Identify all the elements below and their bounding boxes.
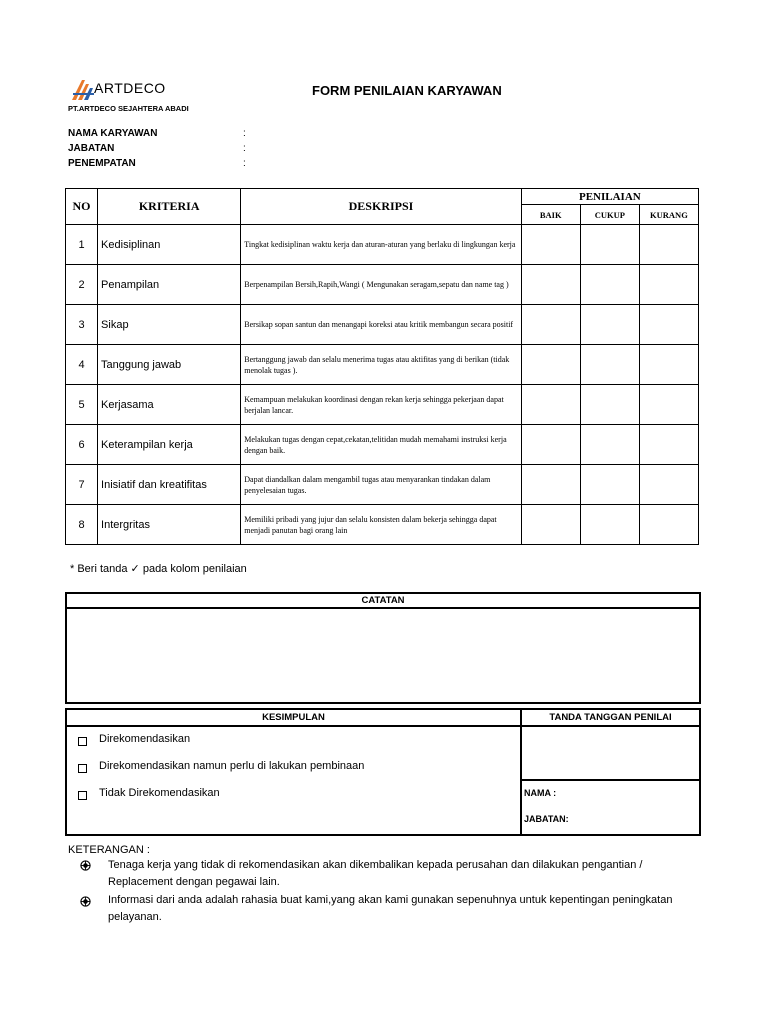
cell-cukup[interactable] xyxy=(580,385,639,425)
catatan-area[interactable] xyxy=(67,609,699,702)
cell-cukup[interactable] xyxy=(580,505,639,545)
row-deskripsi: Memiliki pribadi yang jujur dan selalu konsisten dalam bekerja sehingga dapat menjadi panutan bagi orang lain xyxy=(241,505,521,545)
label-jabatan: JABATAN xyxy=(68,143,115,154)
row-number: 3 xyxy=(66,305,98,345)
kesimpulan-box xyxy=(65,708,701,836)
row-number: 5 xyxy=(66,385,98,425)
label-penempatan: PENEMPATAN xyxy=(68,158,136,169)
row-number: 6 xyxy=(66,425,98,465)
cell-baik[interactable] xyxy=(521,385,580,425)
divider xyxy=(522,779,699,781)
row-kriteria: Sikap xyxy=(98,305,241,345)
cell-baik[interactable] xyxy=(521,225,580,265)
checkbox-tidak-direkomendasikan[interactable] xyxy=(78,791,87,800)
cell-cukup[interactable] xyxy=(580,425,639,465)
company-name: PT.ARTDECO SEJAHTERA ABADI xyxy=(68,104,189,113)
instruction-note xyxy=(70,562,247,575)
row-deskripsi: Melakukan tugas dengan cepat,cekatan,telitidan mudah memahami instruksi kerja dengan baik. xyxy=(241,425,521,465)
row-number: 1 xyxy=(66,225,98,265)
table-row xyxy=(66,345,699,385)
cell-baik[interactable] xyxy=(521,505,580,545)
cell-baik[interactable] xyxy=(521,305,580,345)
checkmark-icon: ✓ xyxy=(130,562,140,575)
row-kriteria: Inisiatif dan kreatifitas xyxy=(98,465,241,505)
table-row xyxy=(66,225,699,265)
cell-baik[interactable] xyxy=(521,425,580,465)
row-deskripsi: Dapat diandalkan dalam mengambil tugas atau menyarankan tindakan dalam penyelesaian tugas. xyxy=(241,465,521,505)
table-row xyxy=(66,265,699,305)
cell-baik[interactable] xyxy=(521,265,580,305)
table-row xyxy=(66,385,699,425)
cell-kurang[interactable] xyxy=(639,505,698,545)
ttd-title: TANDA TANGGAN PENILAI xyxy=(522,710,699,727)
option-tidak-direkomendasikan: Tidak Direkomendasikan xyxy=(99,787,220,799)
row-kriteria: Kerjasama xyxy=(98,385,241,425)
cell-baik[interactable] xyxy=(521,345,580,385)
header-baik: BAIK xyxy=(521,205,580,225)
ttd-nama-label: NAMA : xyxy=(524,788,557,798)
cell-cukup[interactable] xyxy=(580,225,639,265)
row-kriteria: Keterampilan kerja xyxy=(98,425,241,465)
bullet-icon xyxy=(80,860,91,871)
keterangan-item: Informasi dari anda adalah rahasia buat kami,yang akan kami gunakan sepenuhnya untuk kepentingan peningkatan pelayanan. xyxy=(108,894,673,923)
artdeco-logo xyxy=(70,76,96,102)
row-number: 2 xyxy=(66,265,98,305)
row-deskripsi: Kemampuan melakukan koordinasi dengan rekan kerja sehingga pekerjaan dapat berjalan lancar. xyxy=(241,385,521,425)
table-row xyxy=(66,505,699,545)
row-number: 7 xyxy=(66,465,98,505)
option-direkomendasikan: Direkomendasikan xyxy=(99,733,191,745)
keterangan-title: KETERANGAN : xyxy=(68,844,150,856)
cell-kurang[interactable] xyxy=(639,345,698,385)
checkbox-pembinaan[interactable] xyxy=(78,764,87,773)
catatan-box xyxy=(65,592,701,704)
header-no: NO xyxy=(66,189,98,225)
ttd-jabatan-label: JABATAN: xyxy=(524,814,569,824)
header-penilaian: PENILAIAN xyxy=(521,189,698,205)
bullet-icon xyxy=(80,896,91,907)
row-deskripsi: Bertanggung jawab dan selalu menerima tugas atau aktifitas yang di berikan (tidak menolak tugas ). xyxy=(241,345,521,385)
row-deskripsi: Bersikap sopan santun dan menangapi koreksi atau kritik membangun secara positif xyxy=(241,305,521,345)
cell-kurang[interactable] xyxy=(639,265,698,305)
logo-text: ARTDECO xyxy=(94,80,166,96)
cell-kurang[interactable] xyxy=(639,225,698,265)
row-deskripsi: Tingkat kedisiplinan waktu kerja dan aturan-aturan yang berlaku di lingkungan kerja xyxy=(241,225,521,265)
header-deskripsi: DESKRIPSI xyxy=(241,189,521,225)
cell-baik[interactable] xyxy=(521,465,580,505)
cell-cukup[interactable] xyxy=(580,305,639,345)
cell-kurang[interactable] xyxy=(639,425,698,465)
row-number: 8 xyxy=(66,505,98,545)
cell-kurang[interactable] xyxy=(639,305,698,345)
cell-kurang[interactable] xyxy=(639,385,698,425)
catatan-title: CATATAN xyxy=(67,594,699,609)
form-title: FORM PENILAIAN KARYAWAN xyxy=(312,83,502,98)
row-kriteria: Tanggung jawab xyxy=(98,345,241,385)
checkbox-direkomendasikan[interactable] xyxy=(78,737,87,746)
table-row xyxy=(66,305,699,345)
row-kriteria: Penampilan xyxy=(98,265,241,305)
colon-nama: : xyxy=(243,128,246,139)
row-deskripsi: Berpenampilan Bersih,Rapih,Wangi ( Mengunakan seragam,sepatu dan name tag ) xyxy=(241,265,521,305)
table-row xyxy=(66,425,699,465)
criteria-table xyxy=(65,188,699,545)
cell-cukup[interactable] xyxy=(580,265,639,305)
row-kriteria: Kedisiplinan xyxy=(98,225,241,265)
keterangan-item: Tenaga kerja yang tidak di rekomendasikan akan dikembalikan kepada perusahan dan dilakukan pengantian / Replacement dengan pegawai lain. xyxy=(108,859,643,888)
kesimpulan-title: KESIMPULAN xyxy=(67,710,522,727)
row-number: 4 xyxy=(66,345,98,385)
table-row xyxy=(66,465,699,505)
cell-kurang[interactable] xyxy=(639,465,698,505)
header-kriteria: KRITERIA xyxy=(98,189,241,225)
note-prefix: * Beri tanda xyxy=(70,563,128,575)
row-kriteria: Intergritas xyxy=(98,505,241,545)
note-suffix: pada kolom penilaian xyxy=(142,563,247,575)
header-kurang: KURANG xyxy=(639,205,698,225)
label-nama-karyawan: NAMA KARYAWAN xyxy=(68,128,158,139)
colon-jabatan: : xyxy=(243,143,246,154)
option-pembinaan: Direkomendasikan namun perlu di lakukan pembinaan xyxy=(99,760,365,772)
signature-area[interactable] xyxy=(522,727,699,779)
cell-cukup[interactable] xyxy=(580,345,639,385)
colon-penempatan: : xyxy=(243,158,246,169)
cell-cukup[interactable] xyxy=(580,465,639,505)
header-cukup: CUKUP xyxy=(580,205,639,225)
